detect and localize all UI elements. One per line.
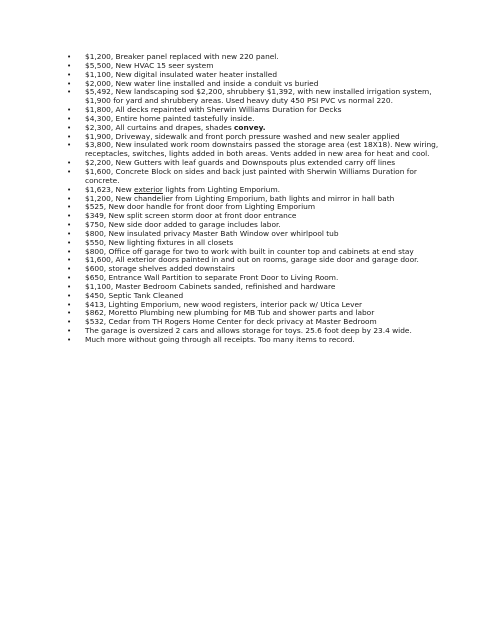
- bullet-icon: •: [67, 265, 72, 274]
- list-item-text: $349, New split screen storm door at front door entrance: [85, 211, 297, 221]
- list-item-text: $750, New side door added to garage includes labor.: [85, 220, 281, 230]
- bullet-icon: •: [67, 309, 72, 318]
- list-item-text: $1,600, Concrete Block on sides and back just painted with Sherwin Williams Duration for concrete.: [85, 166, 417, 185]
- bullet-icon: •: [67, 79, 72, 88]
- list-item-text: $800, Office off garage for two to work with built in counter top and cabinets at end stay: [85, 246, 414, 256]
- list-item-text: $1,200, New chandelier from Lighting Emporium, bath lights and mirror in hall bath: [85, 193, 395, 203]
- list-item-text: $5,500, New HVAC 15 seer system: [85, 60, 214, 70]
- list-item-text: $5,492, New landscaping sod $2,200, shrubbery $1,392, with new installed irrigation system, $1,900 for yard and shrubbery areas. Used heavy duty 450 PSI PVC vs normal 220.: [85, 87, 432, 106]
- list-item-text: $1,100, New digital insulated water heater installed: [85, 69, 278, 79]
- bullet-icon: •: [67, 123, 72, 132]
- list-item-text: $1,800, All decks repainted with Sherwin Williams Duration for Decks: [85, 105, 342, 115]
- list-item-text: $1,100, Master Bedroom Cabinets sanded, refinished and hardware: [85, 281, 336, 291]
- bullet-icon: •: [67, 114, 72, 123]
- bullet-icon: •: [67, 132, 72, 141]
- bullet-icon: •: [67, 229, 72, 238]
- bullet-icon: •: [67, 282, 72, 291]
- underlined-word: exterior: [134, 184, 163, 194]
- bullet-icon: •: [67, 318, 72, 327]
- bullet-icon: •: [67, 247, 72, 256]
- bullet-icon: •: [67, 88, 72, 97]
- bullet-icon: •: [67, 327, 72, 336]
- bullet-icon: •: [67, 194, 72, 203]
- bullet-icon: •: [67, 336, 72, 344]
- bullet-icon: •: [67, 70, 72, 79]
- bullet-icon: •: [67, 61, 72, 70]
- improvements-list: [67, 53, 439, 345]
- list-item-text: $650, Entrance Wall Partition to separate Front Door to Living Room.: [85, 273, 339, 283]
- bullet-icon: •: [67, 141, 72, 150]
- list-item-text: $800, New insulated privacy Master Bath Window over whirlpool tub: [85, 228, 339, 238]
- list-item: [67, 168, 439, 186]
- list-item-text: $4,300, Entire home painted tastefully inside.: [85, 113, 255, 123]
- bullet-icon: •: [67, 274, 72, 283]
- bullet-icon: •: [67, 203, 72, 212]
- list-item-text: $862, Moretto Plumbing new plumbing for MB Tub and shower parts and labor: [85, 308, 375, 318]
- list-item-text: $600, storage shelves added downstairs: [85, 264, 235, 274]
- list-item-text: $450, Septic Tank Cleaned: [85, 290, 184, 300]
- list-item-text: $1,623, New exterior lights from Lighting Emporium.: [85, 184, 281, 194]
- bullet-icon: •: [67, 291, 72, 300]
- list-item-text: $2,300, All curtains and drapes, shades convey.: [85, 122, 266, 132]
- list-item: [67, 88, 439, 106]
- bullet-icon: •: [67, 185, 72, 194]
- list-item-text: Much more without going through all receipts. Too many items to record.: [85, 335, 355, 344]
- list-item-text: $1,200, Breaker panel replaced with new 220 panel.: [85, 52, 279, 61]
- list-item-text: $2,000, New water line installed and inside a conduit vs buried: [85, 78, 319, 88]
- list-item-text: The garage is oversized 2 cars and allows storage for toys. 25.6 foot deep by 23.4 wide.: [85, 326, 412, 336]
- bullet-icon: •: [67, 212, 72, 221]
- list-item-text: $1,900, Driveway, sidewalk and front porch pressure washed and new sealer applied: [85, 131, 400, 141]
- bullet-icon: •: [67, 53, 72, 61]
- list-item: [67, 336, 439, 345]
- list-item: [67, 141, 439, 159]
- bullet-icon: •: [67, 238, 72, 247]
- list-item-text: $1,600, All exterior doors painted in and out on rooms, garage side door and garage door.: [85, 255, 419, 265]
- list-item-text: $3,800, New insulated work room downstairs passed the storage area (est 18X18). New wiring, receptacles, switches, lights added in both areas. Vents added in new area for heat and cool.: [85, 140, 439, 159]
- list-item-text: $413, Lighting Emporium, new wood registers, interior pack w/ Utica Lever: [85, 299, 363, 309]
- bold-word: convey.: [234, 122, 266, 132]
- list-item-text: $532, Cedar from TH Rogers Home Center for deck privacy at Master Bedroom: [85, 317, 377, 327]
- list-item-text: $525, New door handle for front door from Lighting Emporium: [85, 202, 316, 212]
- bullet-icon: •: [67, 221, 72, 230]
- bullet-icon: •: [67, 167, 72, 176]
- bullet-icon: •: [67, 256, 72, 265]
- list-item-text: $2,200, New Gutters with leaf guards and Downspouts plus extended carry off lines: [85, 158, 396, 168]
- bullet-icon: •: [67, 159, 72, 168]
- list-item-text: $550, New lighting fixtures in all closets: [85, 237, 234, 247]
- bullet-icon: •: [67, 106, 72, 115]
- bullet-icon: •: [67, 300, 72, 309]
